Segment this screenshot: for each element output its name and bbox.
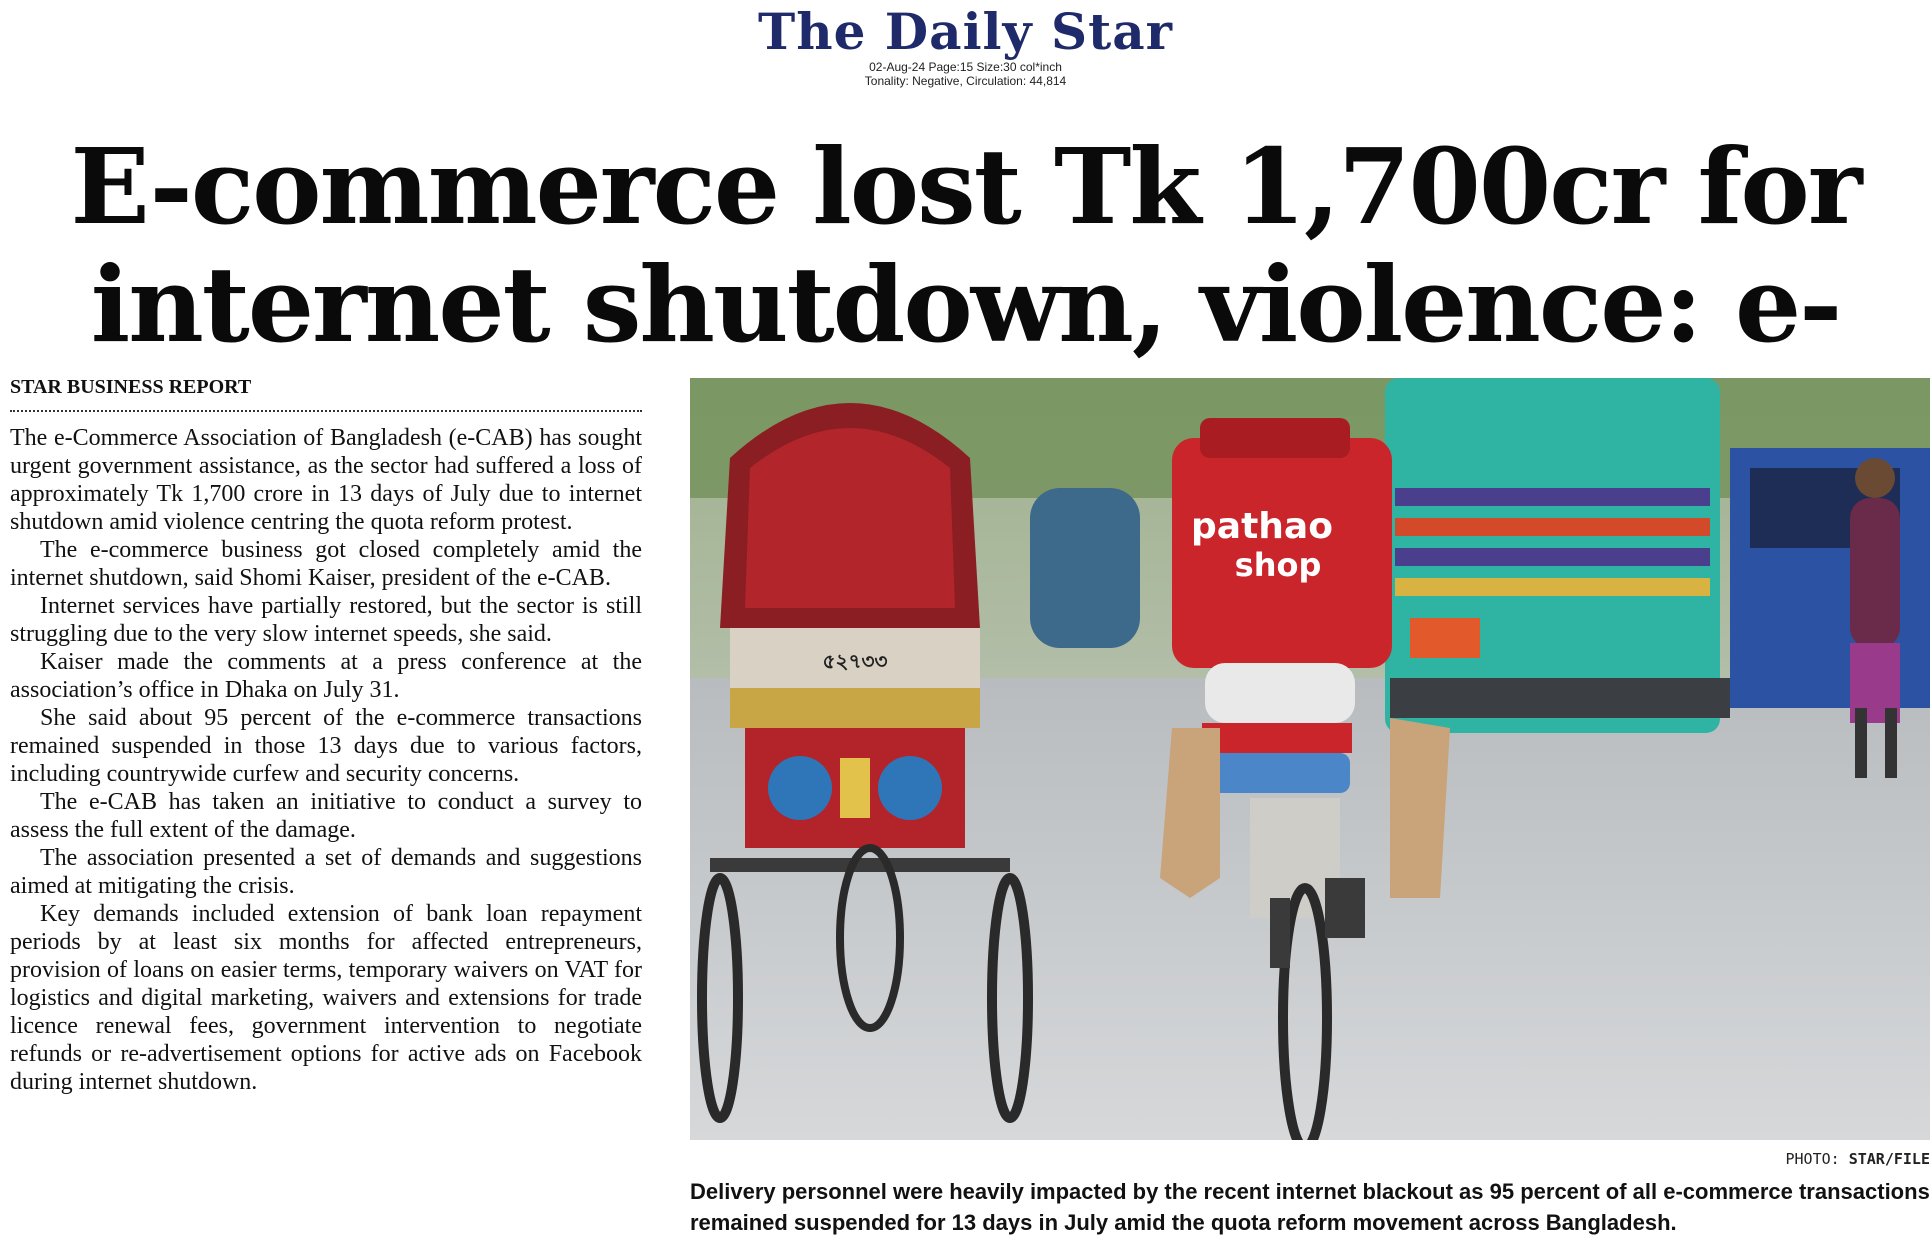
street-scene-illustration xyxy=(690,378,1930,1140)
headline-line-1: E-commerce lost Tk 1,700cr for xyxy=(70,125,1861,248)
story-paragraph: Key demands included extension of bank loan repayment periods by at least six months for affected entrepreneurs, provision of loans on easier terms, temporary waivers on VAT for logistics and digital marketing, waivers and extensions for trade licence renewal fees, government intervention to negotiate refunds or re-advertisement options for active ads on Facebook during internet shutdown. xyxy=(10,901,642,1095)
rickshaw-plate: ৫২৭৩৩ xyxy=(822,649,888,673)
story-paragraph: Kaiser made the comments at a press conference at the association’s office in Dhaka on July 31. xyxy=(10,649,642,703)
newspaper-logo: The Daily Star xyxy=(758,2,1173,61)
clipping-meta-line-1: 02-Aug-24 Page:15 Size:30 col*inch xyxy=(869,60,1062,74)
story-paragraph: The e-commerce business got closed completely amid the internet shutdown, said Shomi Kaiser, president of the e-CAB. xyxy=(10,537,642,591)
story-body xyxy=(10,424,642,1096)
photo-credit-source: STAR/FILE xyxy=(1848,1150,1930,1168)
photo-caption: Delivery personnel were heavily impacted by the recent internet blackout as 95 percent of all e-commerce transactions remained suspended for 13 days in July amid the quota reform movement across Bangladesh. xyxy=(690,1179,1930,1235)
photo-credit-prefix: PHOTO: xyxy=(1785,1150,1840,1168)
clipping-meta-line-2: Tonality: Negative, Circulation: 44,814 xyxy=(864,74,1067,88)
bag-brand-line-2: shop xyxy=(1234,546,1322,584)
bag-brand-line-1: pathao xyxy=(1191,506,1333,547)
story-paragraph: The e-Commerce Association of Bangladesh (e-CAB) has sought urgent government assistance, as the sector had suffered a loss of approximately Tk 1,700 crore in 13 days of July due to internet shutdown amid violence centring the quota reform protest. xyxy=(10,425,642,535)
headline-line-2: internet shutdown, violence: e- xyxy=(90,243,1841,366)
photo-credit xyxy=(690,1150,1930,1168)
story-paragraph: Internet services have partially restored, but the sector is still struggling due to the very slow internet speeds, she said. xyxy=(10,593,642,647)
news-photo xyxy=(690,378,1930,1140)
story-paragraph: The e-CAB has taken an initiative to conduct a survey to assess the full extent of the damage. xyxy=(10,789,642,843)
masthead xyxy=(0,0,1931,88)
story-paragraph: The association presented a set of demands and suggestions aimed at mitigating the crisis. xyxy=(10,845,642,899)
byline: STAR BUSINESS REPORT xyxy=(10,374,642,412)
story-paragraph: She said about 95 percent of the e-commerce transactions remained suspended in those 13 days due to various factors, including countrywide curfew and security concerns. xyxy=(10,705,642,787)
distant-rickshaw xyxy=(1030,488,1140,648)
